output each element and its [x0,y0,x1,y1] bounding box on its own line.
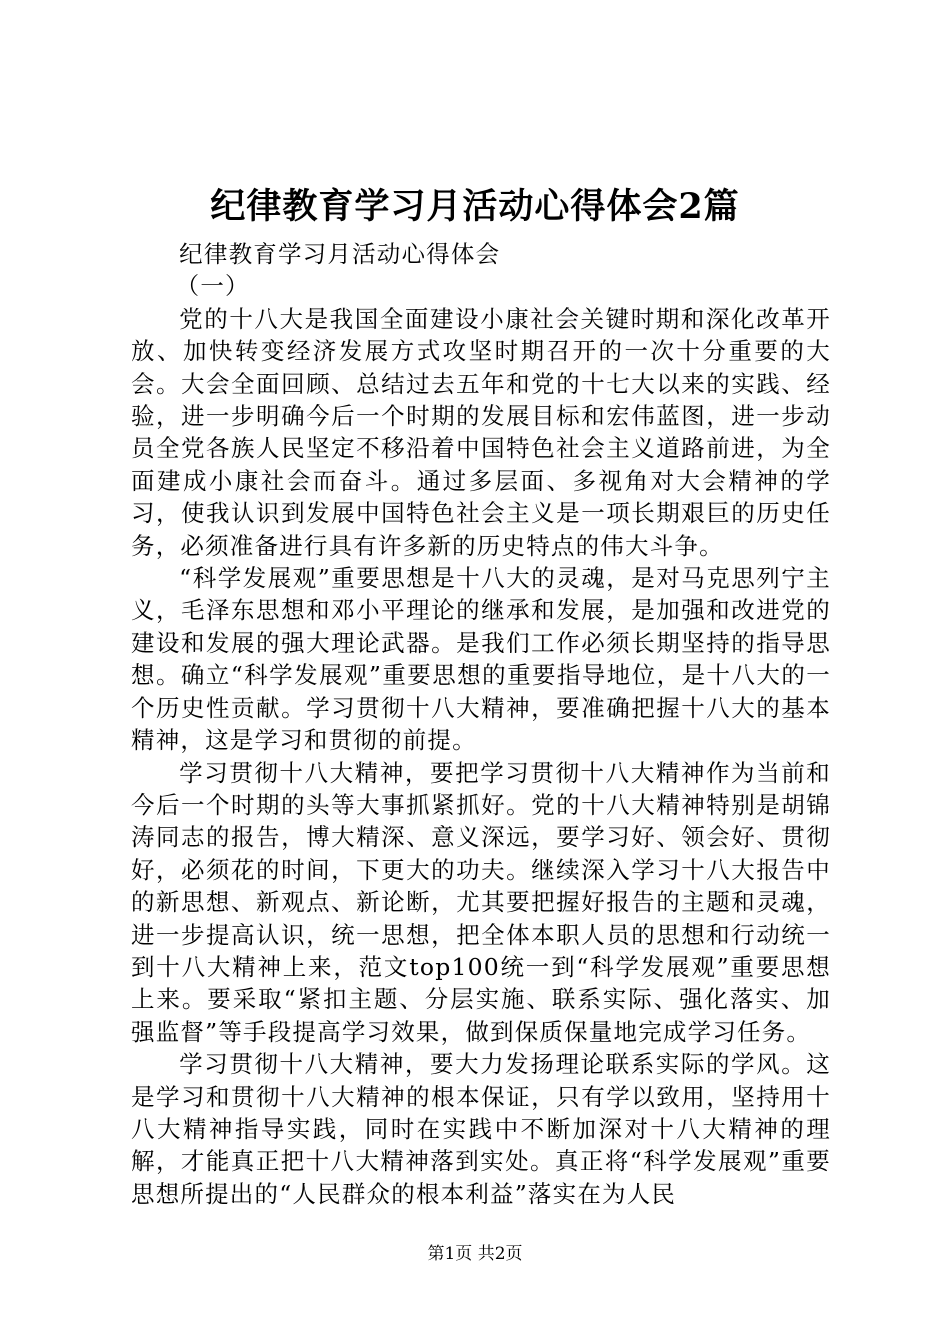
paragraph-1: 党的十八大是我国全面建设小康社会关键时期和深化改革开放、加快转变经济发展方式攻坚时期召开的一次十分重要的大会。大会全面回顾、总结过去五年和党的十七大以来的实践、经验，进一步明确今后一个时期的发展目标和宏伟蓝图，进一步动员全党各族人民坚定不移沿着中国特色社会主义道路前进，为全面建成小康社会而奋斗。通过多层面、多视角对大会精神的学习，使我认识到发展中国特色社会主义是一项长期艰巨的历史任务，必须准备进行具有许多新的历史特点的伟大斗争。 [131,304,831,560]
document-title: 纪律教育学习月活动心得体会2篇 [210,186,740,227]
document-body [131,238,831,1210]
paragraph-4: 学习贯彻十八大精神，要大力发扬理论联系实际的学风。这是学习和贯彻十八大精神的根本保证，只有学以致用，坚持用十八大精神指导实践，同时在实践中不断加深对十八大精神的理解，才能真正把十八大精神落到实处。真正将“科学发展观”重要思想所提出的“人民群众的根本利益”落实在为人民 [131,1050,831,1208]
page-number-label: 第1页 共2页 [427,1244,523,1264]
page-footer [0,1243,950,1265]
paragraph-3: 学习贯彻十八大精神，要把学习贯彻十八大精神作为当前和今后一个时期的头等大事抓紧抓好。党的十八大精神特别是胡锦涛同志的报告，博大精深、意义深远，要学习好、领会好、贯彻好，必须花的时间，下更大的功夫。继续深入学习十八大报告中的新思想、新观点、新论断，尤其要把握好报告的主题和灵魂，进一步提高认识，统一思想，把全体本职人员的思想和行动统一到十八大精神上来，范文top100统一到“科学发展观”重要思想上来。要采取“紧扣主题、分层实施、联系实际、强化落实、加强监督”等手段提高学习效果，做到保质保量地完成学习任务。 [131,758,831,1046]
section-number: （一） [175,272,250,301]
paragraph-2: “科学发展观”重要思想是十八大的灵魂，是对马克思列宁主义，毛泽东思想和邓小平理论的继承和发展，是加强和改进党的建设和发展的强大理论武器。是我们工作必须长期坚持的指导思想。确立“科学发展观”重要思想的重要指导地位，是十八大的一个历史性贡献。学习贯彻十八大精神，要准确把握十八大的基本精神，这是学习和贯彻的前提。 [131,564,831,755]
document-subtitle: 纪律教育学习月活动心得体会 [179,240,501,268]
